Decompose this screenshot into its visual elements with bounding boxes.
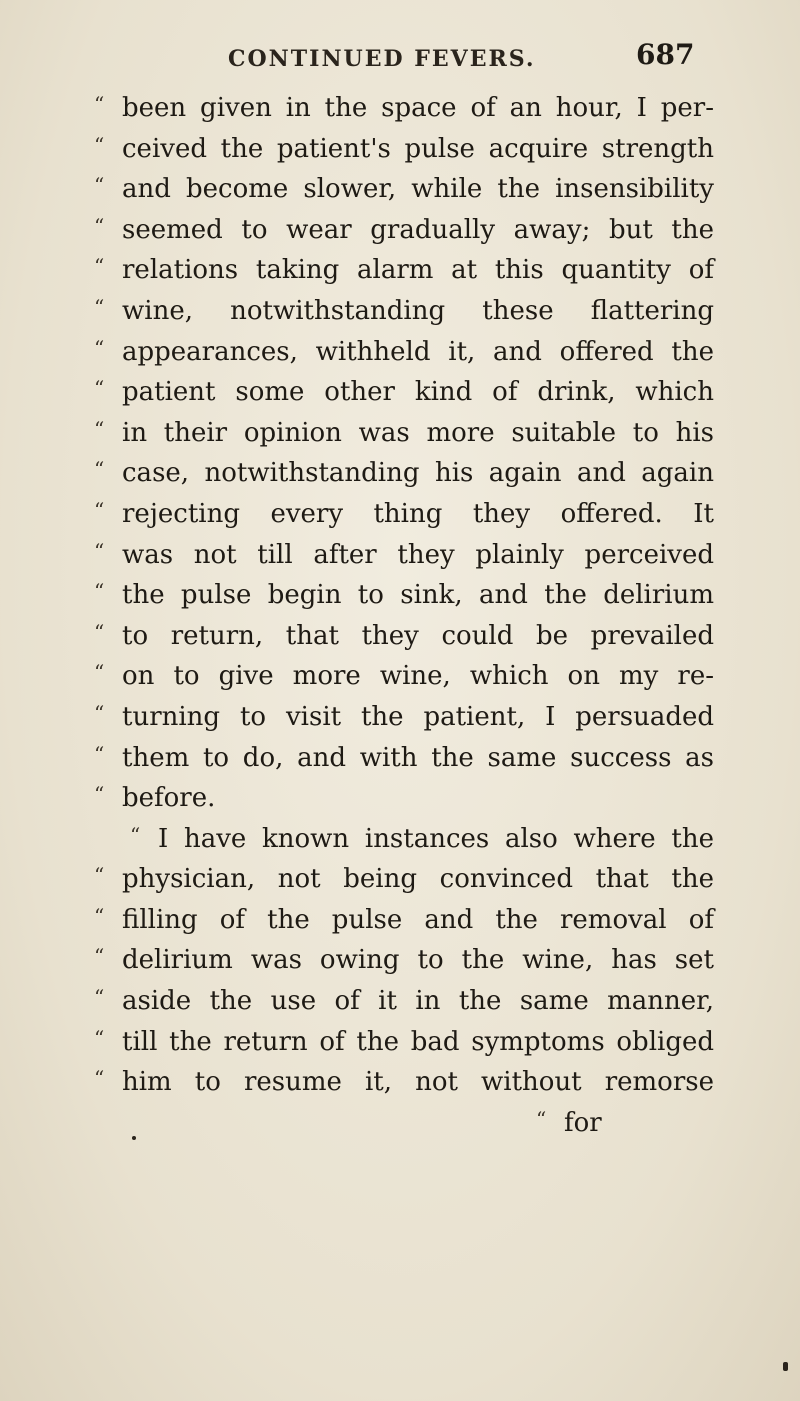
quote-mark: “ [94,985,105,1010]
quote-mark: “ [94,782,105,807]
quote-mark: “ [94,213,105,238]
text-line: “ turning to visit the patient, I persuaded [94,697,714,738]
text-line: “ relations taking alarm at this quantity of [94,250,714,291]
text-line: “ I have known instances also where the [94,819,714,860]
text-line: “ on to give more wine, which on my re- [94,656,714,697]
quote-mark: “ [94,538,105,563]
text-line: “ rejecting every thing they offered. It [94,494,714,535]
text-line: “ filling of the pulse and the removal of [94,900,714,941]
text-line: “ seemed to wear gradually away; but the [94,210,714,251]
quote-mark: “ [94,944,105,969]
quote-mark: “ [94,132,105,157]
quote-mark: “ [94,579,105,604]
text-line: “ case, notwithstanding his again and again [94,453,714,494]
quote-mark: “ [94,619,105,644]
text-line: “ aside the use of it in the same manner, [94,981,714,1022]
text-line: “ the pulse begin to sink, and the delirium [94,575,714,616]
running-title: CONTINUED FEVERS. [228,46,536,72]
text-line: “ ceived the patient's pulse acquire strength [94,129,714,170]
quote-mark: “ [94,660,105,685]
text-line: “ been given in the space of an hour, I per- [94,88,714,129]
quote-mark: “ [94,254,105,279]
text-line: “ to return, that they could be prevailed [94,616,714,657]
text-line: “ physician, not being convinced that the [94,859,714,900]
text-line: “ till the return of the bad symptoms obliged [94,1022,714,1063]
quote-mark: “ [536,1106,547,1131]
quote-mark: “ [94,92,105,116]
text-line: “ patient some other kind of drink, which [94,372,714,413]
page-number: 687 [636,38,695,71]
text-line: “ before. [94,778,714,819]
quote-mark: “ [94,700,105,725]
catchword: “ for [94,1103,714,1144]
text-line: “ appearances, withheld it, and offered the [94,332,714,373]
ink-speck [783,1362,788,1371]
text-line: “ in their opinion was more suitable to his [94,413,714,454]
running-head [228,38,708,82]
quote-mark: “ [94,903,105,928]
quote-mark: “ [94,1066,105,1091]
body-text [94,88,714,1143]
quote-mark: “ [94,335,105,360]
text-line: “ delirium was owing to the wine, has set [94,940,714,981]
quote-mark: “ [94,457,105,482]
quote-mark: “ [94,497,105,522]
text-line: “ and become slower, while the insensibility [94,169,714,210]
quote-mark: “ [130,822,141,847]
quote-mark: “ [94,376,105,401]
quote-mark: “ [94,863,105,888]
text-line: “ him to resume it, not without remorse [94,1062,714,1103]
quote-mark: “ [94,1025,105,1050]
text-line: “ was not till after they plainly perceived [94,535,714,576]
quote-mark: “ [94,416,105,441]
ink-speck [132,1136,136,1140]
text-line: “ them to do, and with the same success as [94,738,714,779]
text-line: “ wine, notwithstanding these flattering [94,291,714,332]
quote-mark: “ [94,294,105,319]
quote-mark: “ [94,173,105,198]
quote-mark: “ [94,741,105,766]
